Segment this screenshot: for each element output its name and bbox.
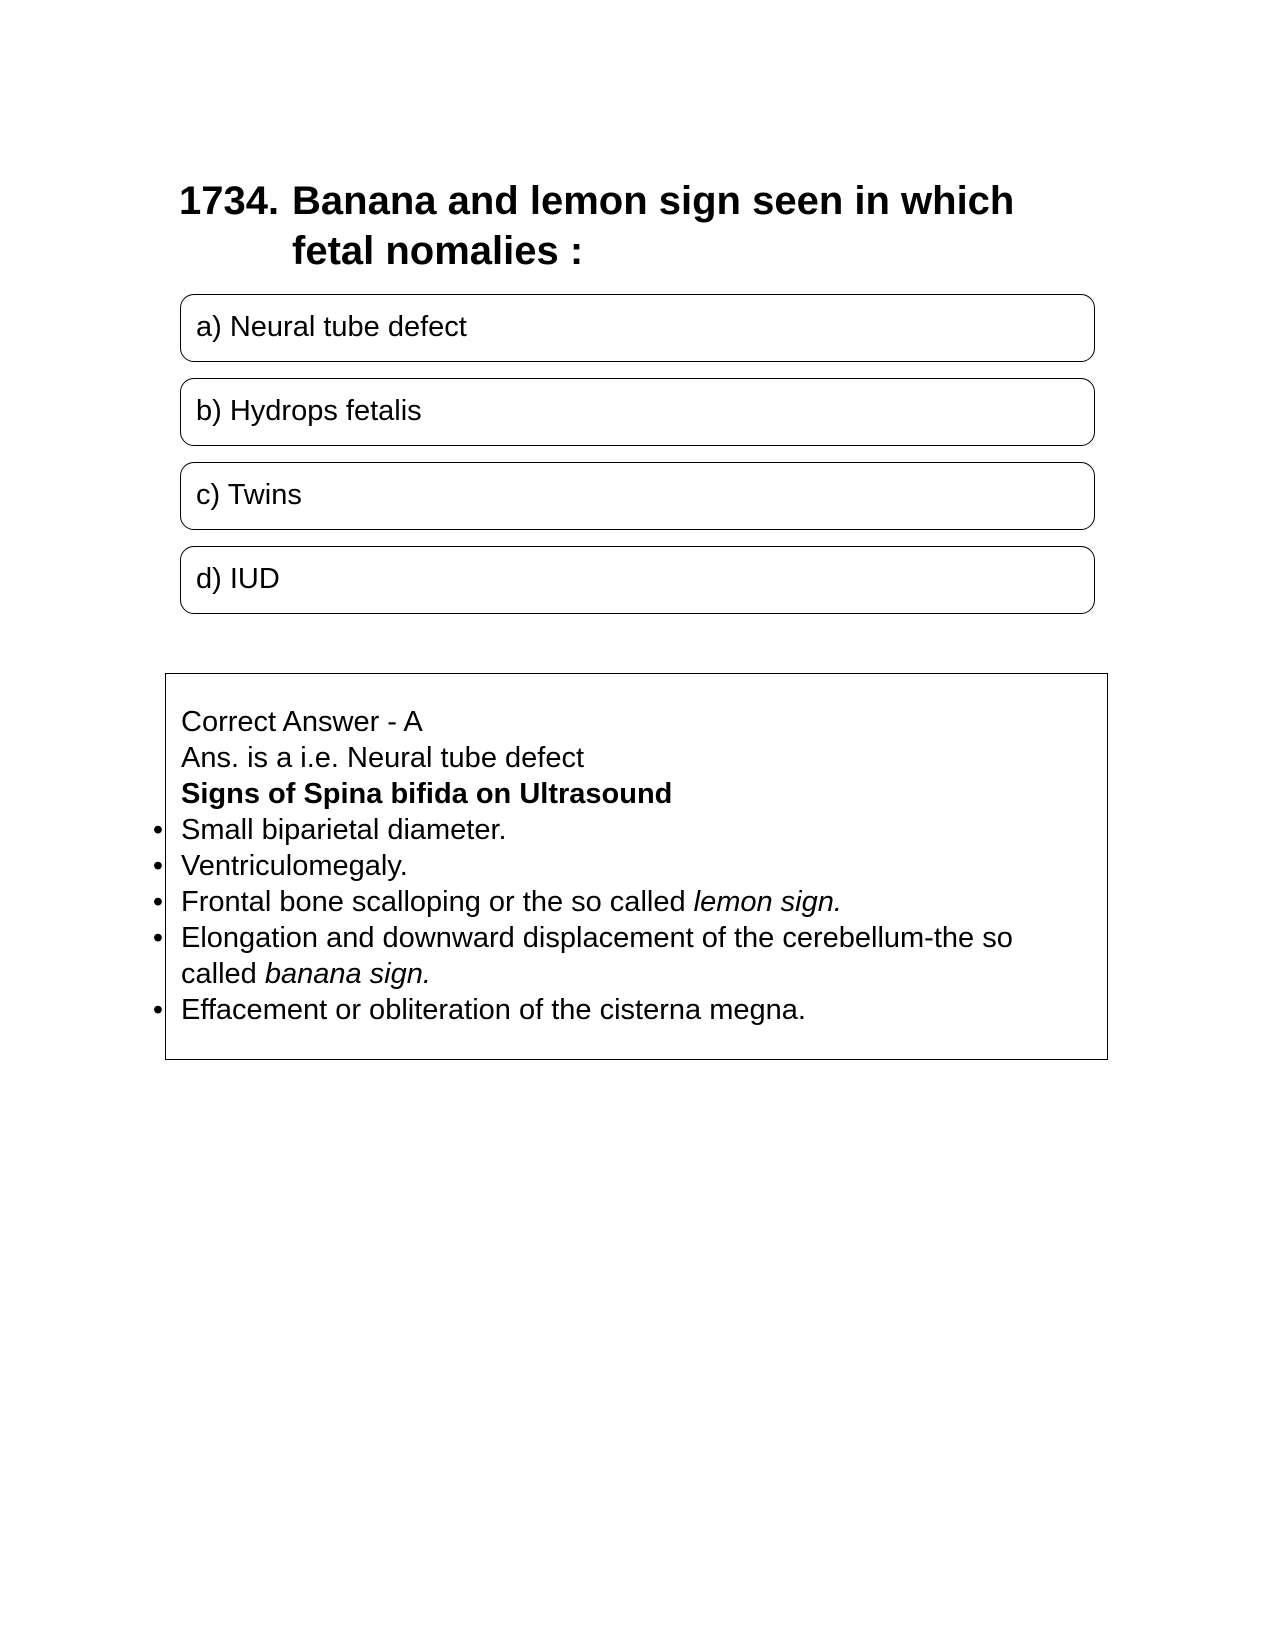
bullet-icon: • [152, 994, 164, 1026]
bullet-icon: • [152, 922, 164, 954]
signs-heading: Signs of Spina bifida on Ultrasound [181, 778, 673, 810]
list-item-text: Small biparietal diameter. [181, 814, 507, 846]
signs-list [152, 812, 1081, 1028]
question-text: Banana and lemon sign seen in which fetal nomalies : [292, 179, 1015, 273]
list-item-text: Effacement or obliteration of the cisterna megna. [181, 994, 806, 1026]
option-c[interactable]: c) Twins [180, 462, 1095, 530]
list-item [152, 812, 1081, 848]
list-item [152, 848, 1081, 884]
bullet-icon: • [152, 886, 164, 918]
answer-content [152, 704, 1081, 1028]
answer-box [152, 673, 1108, 1060]
option-b[interactable]: b) Hydrops fetalis [180, 378, 1095, 446]
question-number: 1734. [179, 179, 280, 223]
bullet-icon: • [152, 850, 164, 882]
list-item-text: Elongation and downward displacement of the cerebellum-the so called [181, 922, 1013, 990]
list-item-text: Frontal bone scalloping or the so called [181, 886, 694, 918]
bullet-icon: • [152, 814, 164, 846]
options-list [180, 294, 1095, 630]
option-a[interactable]: a) Neural tube defect [180, 294, 1095, 362]
answer-explanation: Ans. is a i.e. Neural tube defect [181, 742, 584, 774]
list-item-text: Ventriculomegaly. [181, 850, 408, 882]
list-item [152, 992, 1081, 1028]
correct-answer: Correct Answer - A [181, 706, 423, 738]
option-d[interactable]: d) IUD [180, 546, 1095, 614]
list-item [152, 884, 1081, 920]
banana-sign-term: banana sign. [264, 958, 431, 990]
lemon-sign-term: lemon sign. [693, 886, 842, 918]
list-item [152, 920, 1061, 992]
